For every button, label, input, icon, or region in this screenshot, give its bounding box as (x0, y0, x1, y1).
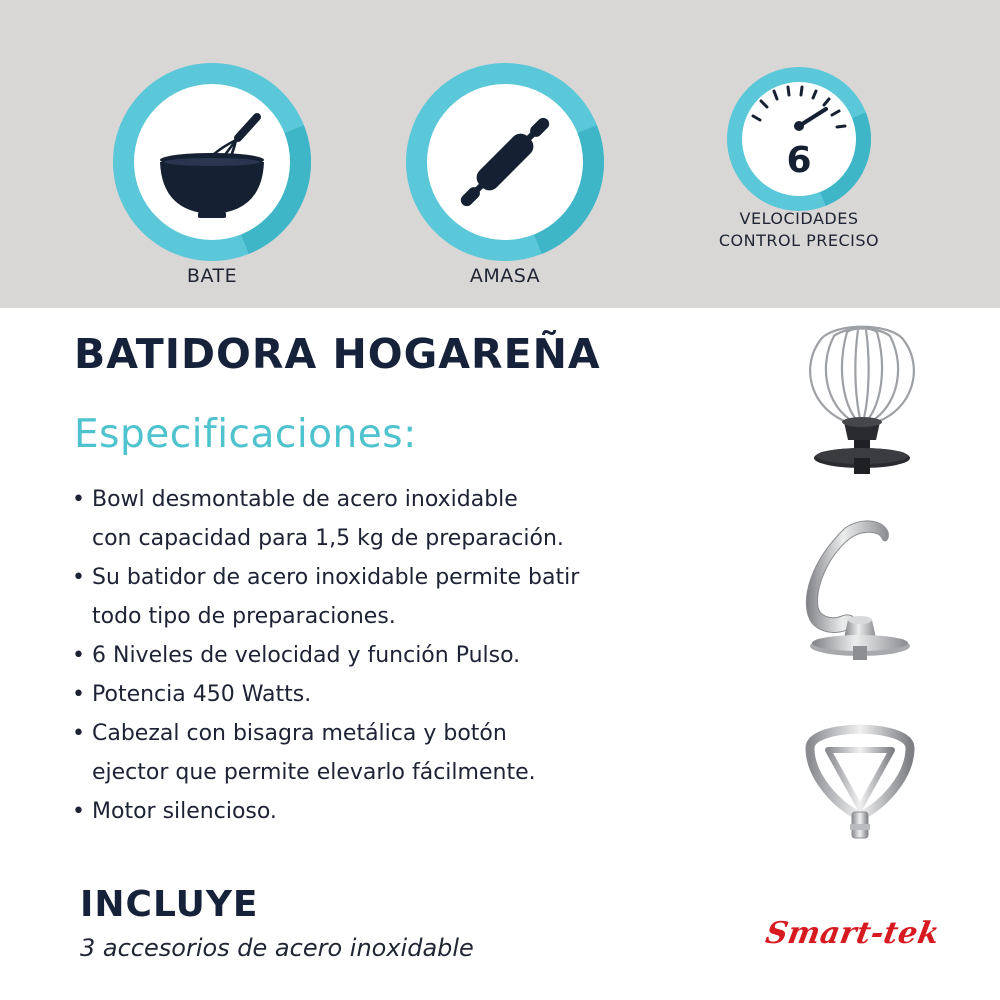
feature-bate-label: BATE (186, 265, 238, 287)
spec-item (70, 636, 690, 675)
spec-text: 6 Niveles de velocidad y función Pulso. (92, 643, 521, 668)
speedometer-icon (726, 66, 872, 212)
spec-text: ejector que permite elevarlo fácilmente. (92, 760, 536, 785)
spec-item (70, 558, 690, 636)
whisk-bowl-icon (112, 62, 312, 262)
product-title: BATIDORA HOGAREÑA (74, 330, 601, 378)
spec-text: todo tipo de preparaciones. (92, 604, 396, 629)
rolling-pin-icon (405, 62, 605, 262)
bullet: • (72, 682, 85, 707)
bullet: • (72, 643, 85, 668)
flat-beater-icon (790, 708, 930, 862)
feature-bate (112, 62, 312, 262)
spec-text: Potencia 450 Watts. (92, 682, 312, 707)
feature-velocidades-line2: CONTROL PRECISO (718, 231, 880, 250)
spec-text: con capacidad para 1,5 kg de preparación. (92, 526, 564, 551)
feature-velocidades (726, 66, 872, 212)
spec-text: Su batidor de acero inoxidable permite batir (92, 565, 580, 590)
dough-hook-icon (790, 512, 930, 676)
spec-text: Cabezal con bisagra metálica y botón (92, 721, 507, 746)
specs-list (70, 480, 690, 831)
feature-velocidades-label (690, 208, 908, 252)
spec-item (70, 714, 690, 792)
speed-count: 6 (786, 140, 812, 181)
brand-logo: Smart-tek (762, 916, 943, 951)
wire-whip-icon (792, 318, 932, 487)
includes-title: INCLUYE (80, 884, 259, 925)
specs-heading: Especificaciones: (74, 412, 417, 457)
spec-item (70, 480, 690, 558)
spec-text: Bowl desmontable de acero inoxidable (92, 487, 518, 512)
feature-velocidades-line1: VELOCIDADES (739, 209, 859, 228)
includes-text: 3 accesorios de acero inoxidable (80, 934, 474, 962)
spec-item (70, 675, 690, 714)
feature-amasa-label: AMASA (469, 265, 541, 287)
spec-item (70, 792, 690, 831)
bullet: • (72, 487, 85, 512)
bullet: • (72, 721, 85, 746)
bullet: • (72, 565, 85, 590)
bullet: • (72, 799, 85, 824)
feature-amasa (405, 62, 605, 262)
spec-text: Motor silencioso. (92, 799, 277, 824)
